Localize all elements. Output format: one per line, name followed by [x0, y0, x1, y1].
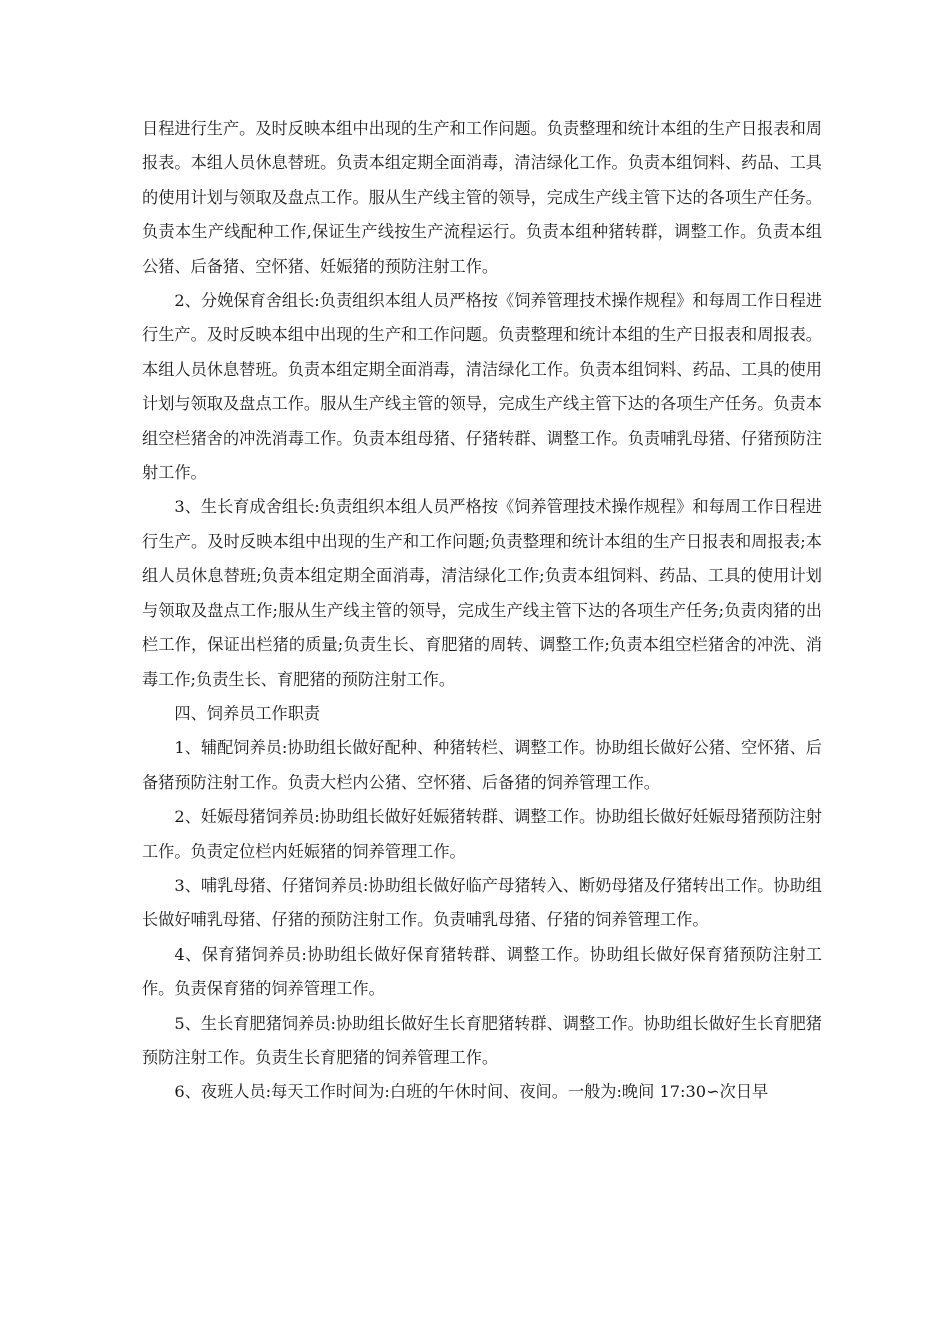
paragraph-grower-finisher-leader: 3、生长育成舍组长:负责组织本组人员严格按《饲养管理技术操作规程》和每周工作日程进行生产。及时反映本组中出现的生产和工作问题;负责整理和统计本组的生产日报表和周报表;本组人员休息替班;负责本组定期全面消毒，清洁绿化工作;负责本组饲料、药品、工具的使用计划与领取及盘点工作;服从生产线主管的领导，完成生产线主管下达的各项生产任务;负责肉猪的出栏工作，保证出栏猪的质量;负责生长、育肥猪的周转、调整工作;负责本组空栏猪舍的冲洗、消毒工作;负责生长、育肥猪的预防注射工作。: [142, 497, 822, 689]
paragraph-nursery-pig-feeder: 4、保育猪饲养员:协助组长做好保育猪转群、调整工作。协助组长做好保育猪预防注射工作。负责保育猪的饲养管理工作。: [142, 944, 822, 999]
paragraph-breeding-feeder: 1、辅配饲养员:协助组长做好配种、种猪转栏、调整工作。协助组长做好公猪、空怀猪、后备猪预防注射工作。负责大栏内公猪、空怀猪、后备猪的饲养管理工作。: [142, 738, 822, 792]
paragraph-gestation-sow-feeder: 2、妊娠母猪饲养员:协助组长做好妊娠猪转群、调整工作。协助组长做好妊娠母猪预防注射工作。负责定位栏内妊娠猪的饲养管理工作。: [142, 807, 822, 861]
section-heading-feeder-duties: 四、饲养员工作职责: [174, 703, 321, 723]
paragraph-continuation: 日程进行生产。及时反映本组中出现的生产和工作问题。负责整理和统计本组的生产日报表和周报表。本组人员休息替班。负责本组定期全面消毒，清洁绿化工作。负责本组饲料、药品、工具的使用计划与领取及盘点工作。服从生产线主管的领导，完成生产线主管下达的各项生产任务。负责本生产线配种工作,保证生产线按生产流程运行。负责本组种猪转群，调整工作。负责本组公猪、后备猪、空怀猪、妊娠猪的预防注射工作。: [142, 119, 822, 276]
paragraph-night-shift: 6、夜班人员:每天工作时间为:白班的午休时间、夜间。一般为:晚间 17:30∽次日早: [174, 1082, 769, 1102]
paragraph-lactating-sow-piglet-feeder: 3、哺乳母猪、仔猪饲养员:协助组长做好临产母猪转入、断奶母猪及仔猪转出工作。协助组长做好哺乳母猪、仔猪的预防注射工作。负责哺乳母猪、仔猪的饲养管理工作。: [142, 875, 822, 930]
paragraph-farrowing-nursery-leader: 2、分娩保育舍组长:负责组织本组人员严格按《饲养管理技术操作规程》和每周工作日程进行生产。及时反映本组中出现的生产和工作问题。负责整理和统计本组的生产日报表和周报表。本组人员休息替班。负责本组定期全面消毒，清洁绿化工作。负责本组饲料、药品、工具的使用计划与领取及盘点工作。服从生产线主管的领导，完成生产线主管下达的各项生产任务。负责本组空栏猪舍的冲洗消毒工作。负责本组母猪、仔猪转群、调整工作。负责哺乳母猪、仔猪预防注射工作。: [142, 291, 822, 483]
paragraph-grower-finisher-feeder: 5、生长育肥猪饲养员:协助组长做好生长育肥猪转群、调整工作。协助组长做好生长育肥猪预防注射工作。负责生长育肥猪的饲养管理工作。: [142, 1013, 822, 1067]
document-body: [142, 112, 822, 1110]
